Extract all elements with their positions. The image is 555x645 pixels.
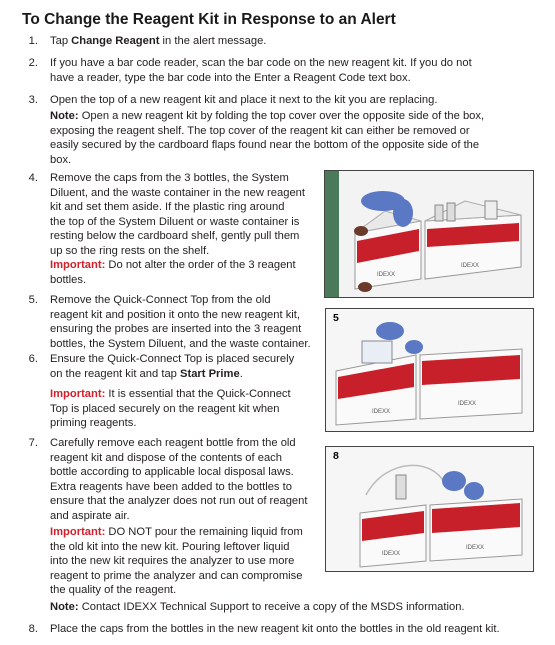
- step-number: 1.: [28, 35, 38, 47]
- svg-text:IDEXX: IDEXX: [382, 551, 401, 557]
- important-do-not-pour: Important: DO NOT pour the remaining liquid from the old kit into the new kit. Pouring leftover liquid into the new kit requires the analyzer to use more reagent to prime the analyzer and can compromise the quality of the reagent.: [50, 526, 303, 597]
- step-number: 4.: [28, 172, 38, 184]
- step-text: Remove the caps from the 3 bottles, the System Diluent, and the waste container in the new reagent kit and set them aside. If the plastic ring around the top of the System Diluent or waste container is resting below the cardboard shelf, gently pull them up so the ring rests on the shelf.: [50, 172, 305, 257]
- note-msds: Note: Contact IDEXX Technical Support to receive a copy of the MSDS information.: [50, 601, 465, 613]
- svg-text:IDEXX: IDEXX: [461, 263, 480, 269]
- kit-illustration: [325, 171, 533, 297]
- photo-quick-connect: [325, 308, 534, 432]
- figure-number: 5: [333, 312, 339, 324]
- step-number: 8.: [28, 623, 38, 635]
- kit-illustration: [326, 309, 533, 431]
- step-7: [22, 436, 327, 526]
- step-text: If you have a bar code reader, scan the bar code on the new reagent kit. If you do not have a reader, type the bar code into the Enter a Reagent Code text box.: [50, 57, 472, 84]
- important-quick-connect: Important: It is essential that the Quick-Connect Top is placed securely on the reagent kit when priming reagents.: [50, 388, 291, 430]
- step-number: 2.: [28, 57, 38, 69]
- svg-text:IDEXX: IDEXX: [458, 401, 477, 407]
- important-bottle-order: Important: Do not alter the order of the 3 reagent bottles.: [50, 259, 296, 286]
- step-number: 7.: [28, 437, 38, 449]
- step-text: Ensure the Quick-Connect Top is placed securely on the reagent kit and tap Start Prime.: [50, 353, 295, 380]
- photo-dispose-reagent: [325, 446, 534, 572]
- step-text: Remove the Quick-Connect Top from the old reagent kit and position it onto the new reagent kit, ensuring the probes are inserted into the 3 reagent bottles, the System Diluent, and the waste container.: [50, 294, 311, 350]
- note-open-kit: Note: Open a new reagent kit by folding the top cover over the opposite side of the box, exposing the reagent shelf. The top cover of the reagent kit can either be removed or easily secured by the cardboard flaps found near the bottom of the opposite side of the box.: [50, 110, 485, 166]
- step-text: Carefully remove each reagent bottle from the old reagent kit and dispose of the contents of each bottle according to applicable local disposal laws. Extra reagents have been added to the bottles to ensure that the analyzer does not run out of reagent and aspirate air.: [50, 437, 308, 522]
- photo-remove-caps: [324, 170, 534, 298]
- step-2: [22, 56, 542, 86]
- step-4: [22, 171, 322, 261]
- kit-illustration: [326, 447, 533, 571]
- step-number: 5.: [28, 294, 38, 306]
- step-5: [22, 293, 327, 353]
- step-number: 6.: [28, 353, 38, 365]
- svg-text:IDEXX: IDEXX: [372, 409, 391, 415]
- step-number: 3.: [28, 94, 38, 106]
- step-text: Open the top of a new reagent kit and place it next to the kit you are replacing.: [50, 94, 438, 106]
- step-text: Place the caps from the bottles in the new reagent kit onto the bottles in the old reagent kit.: [50, 623, 500, 635]
- step-6: [22, 352, 322, 382]
- box-logo: IDEXX: [377, 272, 396, 278]
- page-title: To Change the Reagent Kit in Response to an Alert: [22, 11, 396, 28]
- step-text: Tap Change Reagent in the alert message.: [50, 35, 267, 47]
- svg-text:IDEXX: IDEXX: [466, 545, 485, 551]
- figure-number: 8: [333, 450, 339, 462]
